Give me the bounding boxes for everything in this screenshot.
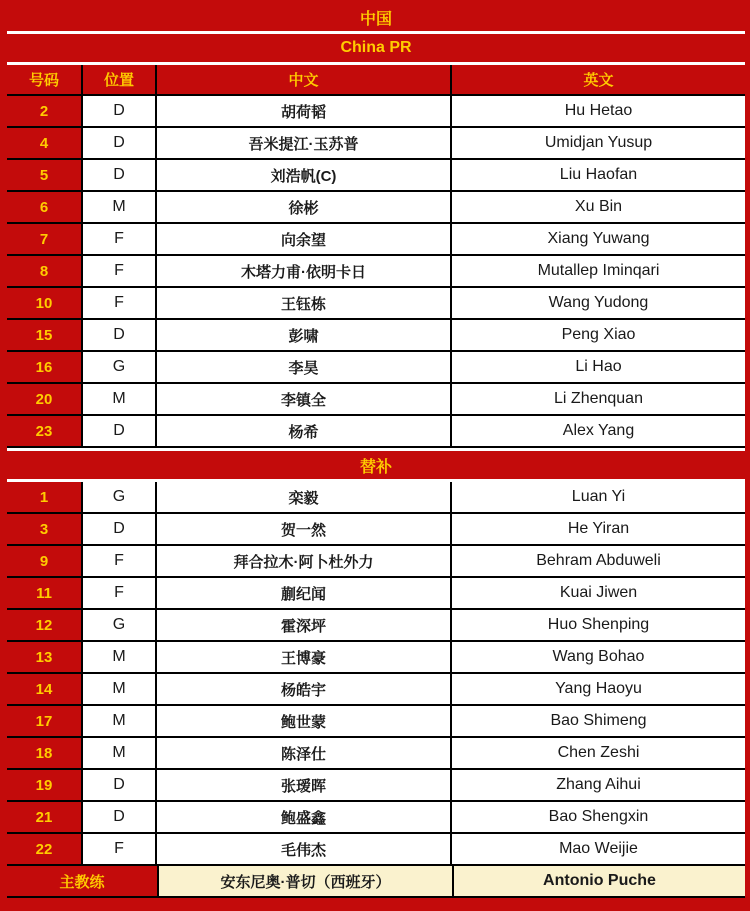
column-header-chinese: 中文: [155, 65, 450, 94]
player-name-english: Umidjan Yusup: [450, 128, 745, 158]
player-name-chinese: 王钰栋: [155, 288, 450, 318]
player-position: M: [81, 706, 155, 736]
player-name-english: Wang Bohao: [450, 642, 745, 672]
team-title-english: China PR: [7, 34, 745, 65]
table-row: [7, 770, 745, 802]
player-name-chinese: 霍深坪: [155, 610, 450, 640]
coach-label: 主教练: [7, 866, 157, 896]
player-position: D: [81, 160, 155, 190]
table-row: [7, 352, 745, 384]
player-position: F: [81, 834, 155, 864]
player-name-english: Hu Hetao: [450, 96, 745, 126]
player-number: 21: [7, 802, 81, 832]
player-name-chinese: 蒯纪闻: [155, 578, 450, 608]
table-row: [7, 416, 745, 448]
player-name-english: Luan Yi: [450, 482, 745, 512]
player-name-chinese: 栾毅: [155, 482, 450, 512]
player-name-chinese: 王博豪: [155, 642, 450, 672]
player-name-english: Xiang Yuwang: [450, 224, 745, 254]
player-name-chinese: 拜合拉木·阿卜杜外力: [155, 546, 450, 576]
player-position: D: [81, 128, 155, 158]
player-position: D: [81, 96, 155, 126]
table-row: [7, 224, 745, 256]
player-position: D: [81, 320, 155, 350]
player-number: 17: [7, 706, 81, 736]
player-name-chinese: 陈泽仕: [155, 738, 450, 768]
team-title-chinese: 中国: [7, 3, 745, 34]
column-header-number: 号码: [7, 65, 81, 94]
table-row: [7, 802, 745, 834]
table-row: [7, 642, 745, 674]
player-number: 13: [7, 642, 81, 672]
player-position: D: [81, 416, 155, 446]
player-number: 22: [7, 834, 81, 864]
player-position: F: [81, 256, 155, 286]
player-position: G: [81, 482, 155, 512]
player-position: F: [81, 224, 155, 254]
player-name-chinese: 吾米提江·玉苏普: [155, 128, 450, 158]
table-row: [7, 96, 745, 128]
table-row: [7, 160, 745, 192]
player-name-english: Li Zhenquan: [450, 384, 745, 414]
table-row: [7, 706, 745, 738]
player-number: 10: [7, 288, 81, 318]
player-number: 3: [7, 514, 81, 544]
player-number: 9: [7, 546, 81, 576]
player-position: F: [81, 546, 155, 576]
table-row: [7, 514, 745, 546]
player-name-chinese: 李镇全: [155, 384, 450, 414]
table-row: [7, 738, 745, 770]
player-name-english: Behram Abduweli: [450, 546, 745, 576]
table-row: [7, 674, 745, 706]
player-number: 20: [7, 384, 81, 414]
player-name-english: Li Hao: [450, 352, 745, 382]
substitutes-section: [7, 482, 745, 866]
player-number: 2: [7, 96, 81, 126]
player-number: 5: [7, 160, 81, 190]
bottom-red-bar: [7, 898, 745, 911]
player-name-english: Zhang Aihui: [450, 770, 745, 800]
player-name-english: Kuai Jiwen: [450, 578, 745, 608]
player-name-chinese: 毛伟杰: [155, 834, 450, 864]
player-name-chinese: 向余望: [155, 224, 450, 254]
player-name-english: Wang Yudong: [450, 288, 745, 318]
player-name-english: Chen Zeshi: [450, 738, 745, 768]
player-name-chinese: 彭啸: [155, 320, 450, 350]
starters-section: [7, 96, 745, 448]
player-name-chinese: 李昊: [155, 352, 450, 382]
player-name-chinese: 张瑷晖: [155, 770, 450, 800]
player-name-english: He Yiran: [450, 514, 745, 544]
player-position: F: [81, 288, 155, 318]
player-position: M: [81, 738, 155, 768]
player-name-chinese: 刘浩帆(C): [155, 160, 450, 190]
player-position: D: [81, 802, 155, 832]
player-name-english: Alex Yang: [450, 416, 745, 446]
table-row: [7, 482, 745, 514]
player-number: 4: [7, 128, 81, 158]
player-name-chinese: 徐彬: [155, 192, 450, 222]
player-name-chinese: 贺一然: [155, 514, 450, 544]
player-name-chinese: 鲍世蒙: [155, 706, 450, 736]
table-row: [7, 610, 745, 642]
column-header-row: [7, 65, 745, 96]
table-row: [7, 578, 745, 610]
table-row: [7, 384, 745, 416]
coach-row: [7, 866, 745, 898]
player-number: 16: [7, 352, 81, 382]
player-name-english: Mutallep Iminqari: [450, 256, 745, 286]
player-name-english: Bao Shengxin: [450, 802, 745, 832]
coach-name-english: Antonio Puche: [452, 866, 745, 896]
substitutes-section-header: 替补: [7, 448, 745, 482]
table-row: [7, 546, 745, 578]
player-name-english: Yang Haoyu: [450, 674, 745, 704]
player-name-english: Liu Haofan: [450, 160, 745, 190]
table-row: [7, 288, 745, 320]
player-name-english: Bao Shimeng: [450, 706, 745, 736]
player-name-chinese: 鲍盛鑫: [155, 802, 450, 832]
player-name-english: Xu Bin: [450, 192, 745, 222]
coach-name-chinese: 安东尼奥·普切（西班牙）: [157, 866, 452, 896]
player-name-chinese: 木塔力甫·依明卡日: [155, 256, 450, 286]
table-row: [7, 128, 745, 160]
table-row: [7, 834, 745, 866]
player-position: G: [81, 610, 155, 640]
player-number: 6: [7, 192, 81, 222]
player-position: M: [81, 384, 155, 414]
player-position: D: [81, 514, 155, 544]
player-position: D: [81, 770, 155, 800]
table-row: [7, 256, 745, 288]
player-number: 15: [7, 320, 81, 350]
player-name-chinese: 杨皓宇: [155, 674, 450, 704]
player-number: 19: [7, 770, 81, 800]
player-position: G: [81, 352, 155, 382]
player-number: 11: [7, 578, 81, 608]
player-position: M: [81, 642, 155, 672]
player-position: M: [81, 192, 155, 222]
player-number: 7: [7, 224, 81, 254]
player-position: M: [81, 674, 155, 704]
column-header-english: 英文: [450, 65, 745, 94]
player-name-english: Peng Xiao: [450, 320, 745, 350]
player-number: 23: [7, 416, 81, 446]
player-position: F: [81, 578, 155, 608]
player-name-chinese: 杨希: [155, 416, 450, 446]
player-number: 1: [7, 482, 81, 512]
column-header-position: 位置: [81, 65, 155, 94]
table-row: [7, 192, 745, 224]
player-number: 8: [7, 256, 81, 286]
player-name-chinese: 胡荷韬: [155, 96, 450, 126]
player-number: 12: [7, 610, 81, 640]
player-number: 18: [7, 738, 81, 768]
player-number: 14: [7, 674, 81, 704]
player-name-english: Huo Shenping: [450, 610, 745, 640]
player-name-english: Mao Weijie: [450, 834, 745, 864]
table-row: [7, 320, 745, 352]
